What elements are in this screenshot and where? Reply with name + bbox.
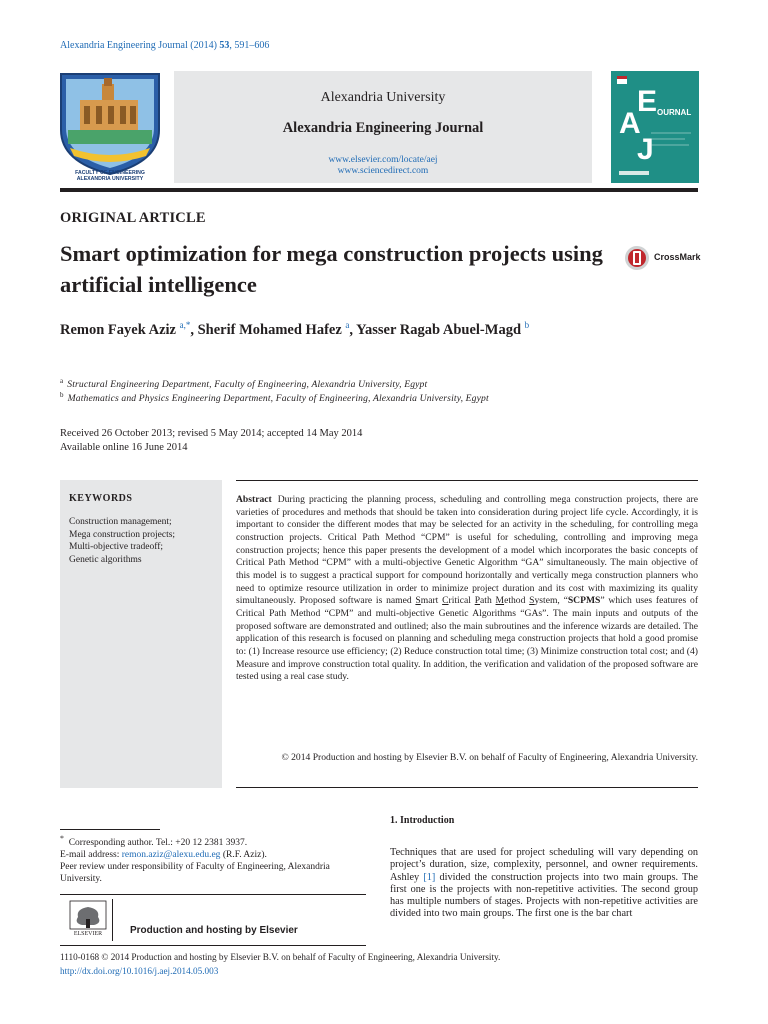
sciencedirect-url-link[interactable]: www.sciencedirect.com [337, 166, 429, 176]
faculty-logo [58, 70, 162, 188]
author-affil-mark[interactable]: b [524, 320, 530, 330]
corresponding-author [60, 833, 370, 849]
aej-cover-icon [611, 71, 699, 183]
affiliation-b [60, 391, 720, 404]
author-affil-mark[interactable]: a [345, 320, 350, 330]
email-link[interactable]: remon.aziz@alexu.edu.eg [121, 850, 221, 861]
corresponding-text: Corresponding author. Tel.: +20 12 2381 3937. [68, 838, 248, 849]
citation-volume: 53 [219, 40, 230, 51]
reference-link[interactable]: [1] [423, 871, 436, 883]
affiliation-text: Structural Engineering Department, Faculty of Engineering, Alexandria University, Egypt [67, 379, 428, 391]
crossmark-label: CrossMark [654, 252, 701, 262]
intro-text: Techniques that are used for project scheduling will vary depending on project’s duration, size, complexity, personnel, and owner requirements. Ashley [390, 847, 698, 883]
cover-journal-label: OURNAL [657, 108, 692, 117]
doi-link[interactable]: http://dx.doi.org/10.1016/j.aej.2014.05.003 [60, 966, 219, 976]
elsevier-logo [66, 899, 110, 941]
affiliation-mark: a [60, 377, 64, 385]
acronym-letter: C [442, 595, 449, 607]
svg-text:A: A [619, 107, 641, 140]
journal-citation[interactable] [60, 40, 269, 51]
affiliation-text: Mathematics and Physics Engineering Department, Faculty of Engineering, Alexandria University, Egypt [67, 393, 489, 405]
abstract-text: During practicing the planning process, scheduling and controlling mega construction projects, there are varieties of procedures and methods that should be taken into consideration during project life cycle. Accordingly, it is important to consider the different modes that may be selected for an activity in the scheduling, for controlling mega construction projects. Critical Path Method “CPM” is useful for scheduling, controlling and improving mega construction projects; hence this paper presents the development of a model which incorporates the basic concepts of Critical Path Method “CPM” with a multi-objective Genetic Algorithm “GA” simultaneously. The main objective of this model is to suggest a practical support for compound horizontally and vertically mega construction planners who need to optimize resource utilization in order to minimize project duration and its cost with maximizing its quality simultaneously. Proposed software is named [236, 494, 698, 607]
acronym-letter: P [474, 595, 481, 607]
email-label: E-mail address: [60, 850, 122, 861]
article-dates [60, 427, 362, 455]
section-title-introduction: 1. Introduction [390, 815, 455, 826]
acronym-letter: S [529, 595, 535, 607]
svg-text:E: E [637, 85, 658, 118]
article-type: ORIGINAL ARTICLE [60, 210, 206, 226]
abstract-top-rule [236, 480, 698, 481]
abstract-text: ritical [448, 595, 475, 607]
keyword-item: Multi-objective tradeoff; [69, 542, 164, 552]
abstract-label: Abstract [236, 494, 272, 505]
affiliation-a [60, 377, 720, 390]
elsevier-logo-text: ELSEVIER [73, 931, 103, 937]
abstract-bottom-rule [236, 787, 698, 788]
email-line [60, 849, 370, 861]
online-date: Available online 16 June 2014 [60, 442, 188, 453]
author-name: Remon Fayek Aziz [60, 321, 176, 338]
abstract-text: mart [420, 595, 443, 607]
intro-text: divided the construction projects into two main groups. The first one is the projects with non-repetitive activities. The second group has multiple numbers of stages. Projects with non-repetitive activities are divided into two main groups. The first one is the bar chart [390, 871, 698, 920]
svg-text:J: J [637, 133, 654, 166]
acronym-letter: M [495, 595, 505, 607]
peer-review-note: Peer review under responsibility of Faculty of Engineering, Alexandria University. [60, 862, 330, 885]
author-list: Remon Fayek Aziz $^{a,*}$, Sherif Mohamed Hafez $^a$, Yasser Ragab Abuel-Magd $^b$ [60, 320, 530, 338]
journal-header [174, 71, 592, 183]
footnote-rule [60, 829, 160, 830]
introduction-text [390, 847, 698, 921]
software-name: SCPMS [567, 595, 601, 607]
received-dates: Received 26 October 2013; revised 5 May 2014; accepted 14 May 2014 [60, 428, 363, 439]
journal-cover [611, 71, 699, 183]
affiliation-mark: b [60, 391, 64, 399]
keywords-list [69, 516, 175, 566]
issn-line: 1110-0168 © 2014 Production and hosting by Elsevier B.V. on behalf of Faculty of Engineering, Alexandria University. [60, 952, 501, 962]
abstract-text: ” which uses features of Critical Path Method “CPM” and multi-objective Genetic Algorithms “GAs”. The main inputs and outputs of the proposed software are demonstrated and outlined; also the main subroutines and the inference wizards are detailed. The application of this research is focused on planning and scheduling mega construction projects that hold a good promise to: (1) Increase resource use efficiency; (2) Reduce construction total time; (3) Minimize construction total cost; and (4) Measure and improve construction total quality. In addition, the verification and validation of the proposed software are tested using a real case study. [236, 595, 699, 683]
keywords-box [60, 480, 222, 788]
journal-urls [174, 155, 592, 177]
citation-pages: , 591–606 [229, 40, 270, 51]
footnote-mark: * [60, 834, 64, 843]
acronym-letter: S [415, 595, 421, 607]
journal-name: Alexandria Engineering Journal [282, 120, 484, 136]
header-rule [60, 188, 698, 192]
elsevier-separator [112, 899, 113, 941]
elsevier-url-link[interactable]: www.elsevier.com/locate/aej [328, 155, 438, 165]
elsevier-hosting-box [60, 894, 366, 946]
footnote [60, 833, 370, 885]
author-affil-mark[interactable]: a,* [179, 320, 191, 330]
logo-caption-faculty: FACULTY OF ENGINEERING [75, 170, 145, 176]
email-suffix: (R.F. Aziz). [220, 850, 267, 861]
elsevier-hosting-text: Production and hosting by Elsevier [130, 925, 298, 936]
author-name: Yasser Ragab Abuel-Magd [356, 321, 522, 338]
abstract-copyright: © 2014 Production and hosting by Elsevier B.V. on behalf of Faculty of Engineering, Alexandria University. [281, 752, 698, 763]
keywords-title: KEYWORDS [69, 493, 133, 504]
keyword-item: Construction management; [69, 517, 172, 527]
abstract-text: ath [480, 595, 496, 607]
author-name: Sherif Mohamed Hafez [197, 321, 342, 338]
crossmark-icon [624, 244, 650, 272]
abstract-text: ethod [504, 595, 530, 607]
keyword-item: Mega construction projects; [69, 529, 176, 540]
crossmark-button[interactable] [624, 244, 702, 272]
keyword-item: Genetic algorithms [69, 554, 142, 565]
article-title: Smart optimization for mega construction projects using artificial intelligence [60, 241, 603, 297]
citation-text: Alexandria Engineering Journal (2014) [60, 40, 220, 51]
abstract-body [236, 494, 698, 684]
university-name: Alexandria University [320, 90, 446, 105]
abstract-text: ystem, “ [534, 595, 568, 607]
logo-caption-university: ALEXANDRIA UNIVERSITY [76, 176, 144, 182]
